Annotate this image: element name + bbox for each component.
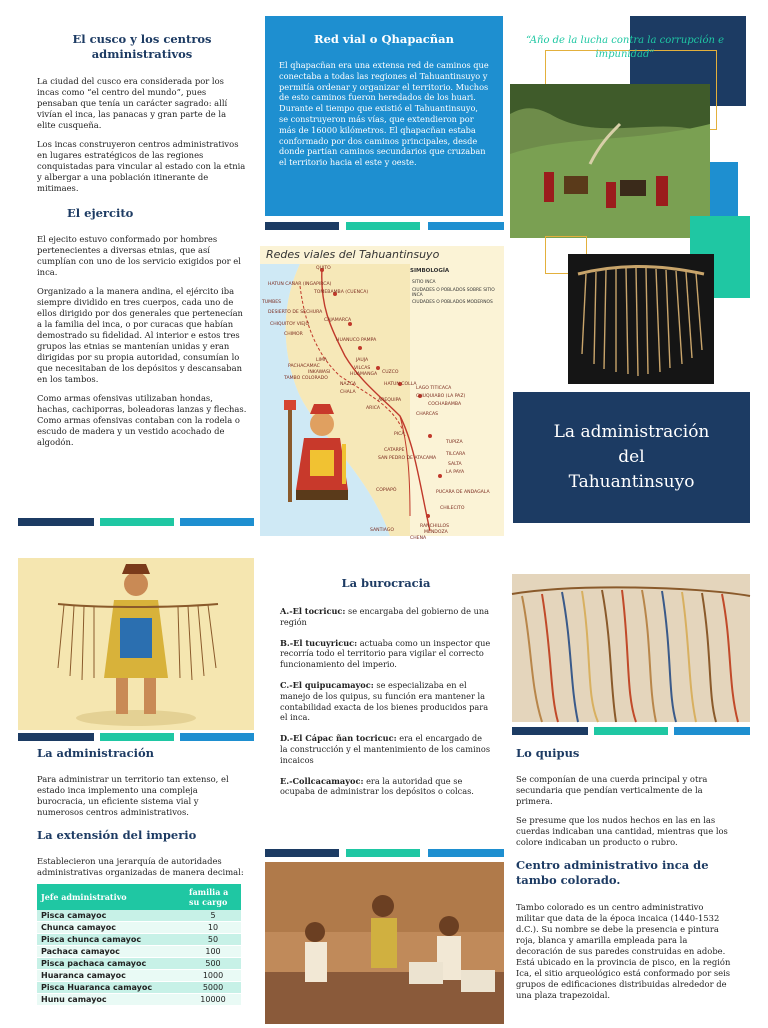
map-place: COCHABAMBA — [428, 402, 462, 407]
table-row — [37, 970, 241, 982]
table-cell: 1000 — [185, 970, 241, 982]
divider-bar — [100, 518, 174, 526]
table-cell: 5000 — [185, 982, 241, 994]
panel-cusco — [37, 32, 247, 448]
map-place: TOMEBAMBA (CUENCA) — [314, 290, 369, 295]
tambo-text: Tambo colorado es un centro administrativo militar que data de la época incaica (1440-1532 d.C.). Su nombre se debe la presencia e pintura roja, blanca y amarilla empleada para la decoración de sus paredes construidas en adobe. Está ubicado en la provincia de pisco, en la región Ica, el sitio arqueológico está conformado por seis grupos de edificaciones distribuidas alrededor de una plaza trapezoidal. — [516, 902, 731, 1000]
burocracia-item — [280, 606, 492, 628]
administracion-text: Para administrar un territorio tan extenso, el estado inca implemento una compleja burocracia, un eficiente sistema vial y numerosos centros administrativos. — [37, 774, 229, 817]
burocracia-item — [280, 638, 492, 670]
burocracia-item — [280, 733, 492, 765]
map-place: SAN PEDRO DE ATACAMA — [378, 456, 437, 461]
table-row — [37, 946, 241, 958]
table-header: familia a su cargo — [185, 884, 241, 910]
quipus-paragraph-2: Se presume que los nudos hechos en las en las cuerdas indicaban una cantidad, mientras que los colore indicaban un producto o rubro. — [516, 815, 728, 847]
burocracia-title: La burocracia — [341, 576, 431, 590]
map-place: HATUN COLLA — [384, 382, 417, 387]
army-paragraph-2: Organizado a la manera andina, el ejército iba siempre dividido en tres cuerpos, cada uno de ellos dirigido por dos generales que pertenecían a la familia del inca, o por curacas que habían demostrado su fidelidad. Al interior e estos tres grupos las etnias se mantenían unidas y eran dirigidas por su propia autoridad, consumían lo que necesitaban de los depósitos y descansaban en los tambos. — [37, 286, 243, 384]
slogan: “Año de la lucha contra la corrupción e impunidad” — [525, 35, 725, 60]
map-place: CHENA — [410, 536, 427, 541]
cover-title-line-2: del — [618, 447, 645, 467]
divider-bar — [265, 849, 339, 857]
table-cell: 10000 — [185, 994, 241, 1006]
map-place: PACHACAMAC — [288, 364, 320, 369]
map-place: TILCARA — [446, 452, 466, 457]
map-legend-item: CIUDADES O POBLADOS MODERNOS — [412, 300, 493, 305]
map-place: CHIQUITOY VIEJO — [270, 322, 310, 327]
cusco-paragraph-1: La ciudad del cusco era considerada por los incas como “el centro del mundo”, pues pensaban que tenía un carácter sagrado: allí vivían el inca, las panacas y gran parte de la elite cusqueña. — [37, 76, 228, 130]
table-cell: 500 — [185, 958, 241, 970]
map-place: PICA — [394, 432, 405, 437]
tambo-title: Centro administrativo inca de tambo colorado. — [516, 858, 709, 887]
burocracia-desc: era el encargado de la construcción y el mantenimiento de los caminos incaicos — [280, 733, 491, 765]
panel-administracion — [37, 746, 247, 1006]
map-place: DESIERTO DE SECHURA — [268, 310, 323, 315]
map-place: TUPIZA — [446, 440, 463, 445]
table-header-row — [37, 884, 241, 910]
map-place: CAJAMARCA — [324, 318, 352, 323]
divider-bar — [674, 727, 750, 735]
inca-figure-illustration — [282, 398, 362, 508]
burocracia-desc: se especializaba en el manejo de los quipus, su función era mantener la contabilidad exacta de los bienes producidos para el inca. — [280, 679, 489, 723]
map-place: CHALA — [340, 390, 356, 395]
quipus-cords-photo — [512, 574, 750, 722]
map-place: SANTIAGO — [370, 528, 394, 533]
table-cell: Pisca Huaranca camayoc — [37, 982, 185, 994]
divider-bar — [428, 849, 504, 857]
table-row — [37, 934, 241, 946]
map-place: ARICA — [366, 406, 381, 411]
map-place: CHUQUIABO (LA PAZ) — [416, 394, 466, 399]
table-cell: Pisca camayoc — [37, 910, 185, 922]
extension-text: Establecieron una jerarquía de autoridades administrativas organizadas de manera decimal: — [37, 856, 244, 877]
cover-title-block — [513, 392, 750, 523]
map-place: QUITO — [316, 266, 331, 271]
burocracia-term: E.-Collcacamayoc: — [280, 775, 364, 786]
panel-burocracia — [280, 576, 492, 807]
map-place: MENDOZA — [424, 530, 448, 535]
map-place: JAUJA — [356, 358, 369, 363]
cover-title-line-1: La administración — [553, 422, 710, 442]
burocracia-term: A.-El tocricuc: — [280, 606, 346, 616]
map-title: Redes viales del Tahuantinsuyo — [266, 248, 440, 261]
divider-bar — [428, 222, 504, 230]
map-place: HATUN CAÑAR (INGAPIRCA) — [268, 282, 332, 287]
map-place: HUAMANGA — [350, 372, 378, 377]
table-cell: Hunu camayoc — [37, 994, 185, 1006]
divider-bar — [346, 222, 420, 230]
divider-bar — [18, 518, 94, 526]
table-cell: Huaranca camayoc — [37, 970, 185, 982]
burocracia-item — [280, 776, 492, 798]
table-cell: Pisca chunca camayoc — [37, 934, 185, 946]
divider-bar — [180, 733, 254, 741]
cusco-paragraph-2: Los incas construyeron centros administrativos en lugares estratégicos de las regiones conquistadas para vincular al estado con la etnia y albergar a una población itinerante de mitimaes. — [37, 139, 246, 193]
burocracia-item — [280, 680, 492, 723]
burocracia-term: C.-El quipucamayoc: — [280, 679, 374, 690]
burocracia-term: B.-El tucuyricuc: — [280, 637, 358, 648]
table-cell: 100 — [185, 946, 241, 958]
authority-table — [37, 884, 241, 1006]
table-cell: 50 — [185, 934, 241, 946]
map-place: RANCHILLOS — [420, 524, 450, 529]
divider-bar — [265, 222, 339, 230]
map-place: AREQUIPA — [378, 398, 402, 403]
red-vial-text: El qhapacñan era una extensa red de caminos que conectaba a todas las regiones el Tahuantinsuyo y permitía ordenar y organizar el territorio. Muchos de esto caminos fueron heredados de los huari. Durante el tiempo que existió el Tahuantinsuyo, se construyeron más vías, que extendieron por más de 16000 kilómetros. El qhapacñan estaba conformado por dos caminos principales, desde donde partían caminos secundarios que cruzaban el territorio hacia el este y oeste. — [279, 60, 489, 168]
red-vial-title: Red vial o Qhapacñan — [314, 32, 454, 46]
divider-bar — [346, 849, 420, 857]
map-place: SALTA — [448, 462, 462, 467]
map-place: NAZCA — [340, 382, 357, 387]
panel-quipus — [516, 746, 734, 1001]
map-place: CHIMOR — [284, 332, 303, 337]
divider-bar — [594, 727, 668, 735]
inca-quipucamayoc-illustration — [18, 558, 254, 730]
map-place: CHILECITO — [440, 506, 465, 511]
map-legend-title: SIMBOLOGÍA — [410, 268, 450, 274]
extension-title: La extensión del imperio — [37, 828, 197, 842]
map-legend-item: SITIO INCA — [412, 280, 436, 285]
administracion-title: La administración — [37, 746, 154, 760]
map-place: VILCAS — [354, 366, 371, 371]
burocracia-desc: se encargaba del gobierno de una región — [280, 606, 490, 627]
divider-bar — [180, 518, 254, 526]
quipus-paragraph-1: Se componían de una cuerda principal y otra secundaria que pendían verticalmente de la primera. — [516, 774, 708, 806]
table-cell: 10 — [185, 922, 241, 934]
cusco-title: El cusco y los centros administrativos — [72, 32, 212, 61]
map-place: CATARPE — [384, 448, 405, 453]
map-place: TAMBO COLORADO — [284, 376, 328, 381]
table-cell: Pachaca camayoc — [37, 946, 185, 958]
table-row — [37, 982, 241, 994]
table-row — [37, 910, 241, 922]
divider-bar — [100, 733, 174, 741]
road-map — [260, 246, 504, 541]
inca-people-painting — [265, 862, 504, 1024]
map-place: INKAWASI — [308, 370, 331, 375]
red-vial-box — [265, 16, 503, 216]
table-cell: 5 — [185, 910, 241, 922]
table-row — [37, 922, 241, 934]
map-place: LA PAYA — [446, 470, 465, 475]
quipu-photo — [568, 254, 714, 384]
army-paragraph-1: El ejecito estuvo conformado por hombres pertenecientes a diversas etnias, que así cumplían con uno de los servicio exigidos por el inca. — [37, 234, 241, 277]
map-place: CHARCAS — [416, 412, 439, 417]
table-cell: Pisca pachaca camayoc — [37, 958, 185, 970]
map-place: LIMA — [316, 358, 328, 363]
table-row — [37, 994, 241, 1006]
army-paragraph-3: Como armas ofensivas utilizaban hondas, hachas, cachiporras, boleadoras lanzas y flechas. Como armas ofensivas contaban con la rodela o escudo de madera y un vestido acochado de algodón. — [37, 393, 247, 447]
table-row — [37, 958, 241, 970]
map-place: LAGO TITICACA — [416, 386, 452, 391]
table-cell: Chunca camayoc — [37, 922, 185, 934]
map-place: CUZCO — [382, 370, 399, 375]
divider-bar — [18, 733, 94, 741]
map-place: PUCARA DE ANDAGALA — [436, 490, 490, 495]
landscape-llamas-photo — [510, 84, 710, 238]
burocracia-term: D.-El Cápac ñan tocricuc: — [280, 733, 397, 744]
table-header: Jefe administrativo — [37, 884, 185, 910]
burocracia-desc: actuaba como un inspector que recorría todo el territorio para vigilar el correcto funcionamiento del imperio. — [280, 637, 491, 670]
quipus-title: Lo quipus — [516, 746, 580, 760]
army-title: El ejercito — [67, 206, 134, 220]
map-place: HUANUCO PAMPA — [336, 338, 377, 343]
divider-bar — [512, 727, 588, 735]
map-legend-item: CIUDADES O POBLADOS SOBRE SITIO INCA — [412, 288, 495, 298]
map-place: COPIAPÓ — [376, 488, 397, 493]
cover-title-line-3: Tahuantinsuyo — [568, 472, 695, 492]
burocracia-desc: era la autoridad que se ocupaba de administrar los depósitos o colcas. — [280, 775, 474, 797]
map-place: TUMBES — [262, 300, 282, 305]
